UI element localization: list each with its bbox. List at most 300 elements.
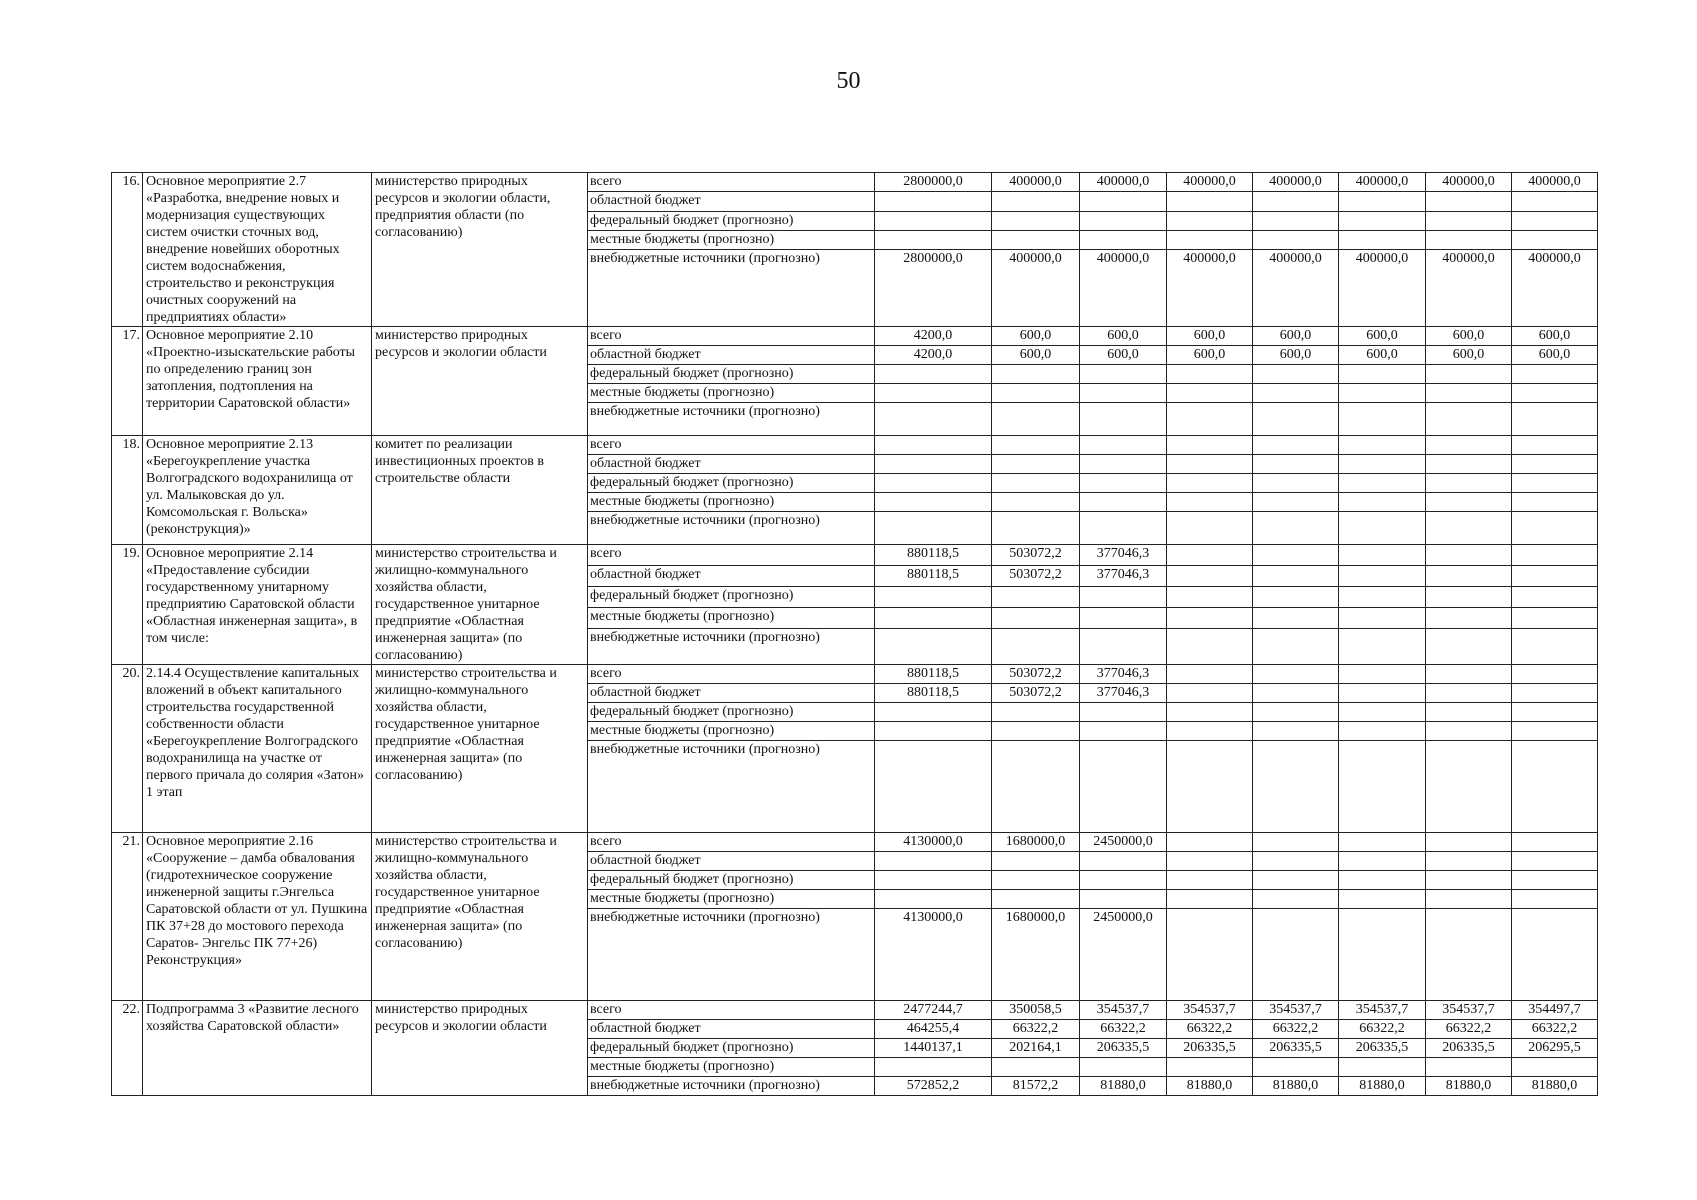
amount-cell	[1080, 403, 1167, 436]
amount-cell	[1512, 474, 1598, 493]
row-number: 19.	[112, 545, 143, 665]
amount-cell	[1426, 741, 1512, 833]
amount-cell	[1253, 909, 1339, 1001]
measure-name: Основное мероприятие 2.13 «Берегоукрепление участка Волгоградского водохранилища от ул. Малыковская до ул. Комсомольская г. Вольска» (реконструкция)»	[143, 436, 372, 545]
amount-cell	[1167, 890, 1253, 909]
funding-source: всего	[588, 173, 875, 192]
amount-cell	[1253, 628, 1339, 664]
amount-cell	[1167, 436, 1253, 455]
amount-cell	[1339, 365, 1426, 384]
amount-cell: 503072,2	[992, 684, 1080, 703]
funding-source: внебюджетные источники (прогнозно)	[588, 403, 875, 436]
amount-cell: 81880,0	[1167, 1077, 1253, 1096]
amount-cell: 2450000,0	[1080, 909, 1167, 1001]
amount-cell	[1512, 722, 1598, 741]
amount-cell	[1426, 1058, 1512, 1077]
amount-cell	[875, 722, 992, 741]
funding-source: внебюджетные источники (прогнозно)	[588, 909, 875, 1001]
amount-cell	[1167, 512, 1253, 545]
amount-cell	[1253, 403, 1339, 436]
amount-cell: 206335,5	[1167, 1039, 1253, 1058]
amount-cell	[1080, 586, 1167, 607]
amount-cell: 354497,7	[1512, 1001, 1598, 1020]
amount-cell	[1426, 192, 1512, 211]
amount-cell: 4130000,0	[875, 833, 992, 852]
amount-cell	[992, 703, 1080, 722]
amount-cell: 600,0	[992, 327, 1080, 346]
responsible-executor: министерство природных ресурсов и экологии области	[372, 1001, 588, 1096]
amount-cell	[875, 403, 992, 436]
amount-cell	[992, 871, 1080, 890]
amount-cell	[1080, 493, 1167, 512]
amount-cell: 81880,0	[1253, 1077, 1339, 1096]
amount-cell: 350058,5	[992, 1001, 1080, 1020]
funding-source: внебюджетные источники (прогнозно)	[588, 628, 875, 664]
amount-cell: 1680000,0	[992, 909, 1080, 1001]
amount-cell: 600,0	[1512, 346, 1598, 365]
funding-table	[111, 172, 1598, 1096]
amount-cell	[1167, 565, 1253, 586]
amount-cell	[1339, 455, 1426, 474]
amount-cell	[992, 455, 1080, 474]
funding-source: всего	[588, 327, 875, 346]
amount-cell	[1253, 871, 1339, 890]
measure-name: Основное мероприятие 2.14 «Предоставление субсидии государственному унитарному предприятию Саратовской области «Областная инженерная защита», в том числе:	[143, 545, 372, 665]
amount-cell: 81880,0	[1512, 1077, 1598, 1096]
responsible-executor: министерство строительства и жилищно-коммунального хозяйства области, государственное унитарное предприятие «Областная инженерная защита» (по согласованию)	[372, 833, 588, 1001]
amount-cell	[875, 628, 992, 664]
funding-source: местные бюджеты (прогнозно)	[588, 1058, 875, 1077]
amount-cell	[1426, 703, 1512, 722]
table-row	[112, 1001, 1598, 1020]
amount-cell	[875, 852, 992, 871]
funding-source: внебюджетные источники (прогнозно)	[588, 512, 875, 545]
amount-cell: 400000,0	[1426, 173, 1512, 192]
amount-cell	[1339, 909, 1426, 1001]
responsible-executor: министерство строительства и жилищно-коммунального хозяйства области, государственное унитарное предприятие «Областная инженерная защита» (по согласованию)	[372, 665, 588, 833]
amount-cell: 503072,2	[992, 665, 1080, 684]
funding-source: областной бюджет	[588, 684, 875, 703]
amount-cell	[1080, 741, 1167, 833]
amount-cell	[1167, 684, 1253, 703]
amount-cell	[1512, 871, 1598, 890]
row-number: 17.	[112, 327, 143, 436]
amount-cell	[1080, 384, 1167, 403]
amount-cell	[1426, 722, 1512, 741]
amount-cell	[875, 890, 992, 909]
amount-cell	[1080, 722, 1167, 741]
amount-cell	[1512, 909, 1598, 1001]
amount-cell: 600,0	[1339, 327, 1426, 346]
amount-cell	[1426, 852, 1512, 871]
amount-cell	[1167, 833, 1253, 852]
amount-cell	[1167, 365, 1253, 384]
amount-cell: 1680000,0	[992, 833, 1080, 852]
amount-cell: 600,0	[1426, 346, 1512, 365]
amount-cell	[1512, 230, 1598, 249]
funding-source: областной бюджет	[588, 346, 875, 365]
amount-cell	[1512, 211, 1598, 230]
amount-cell	[1253, 665, 1339, 684]
amount-cell	[1339, 665, 1426, 684]
amount-cell	[1167, 192, 1253, 211]
amount-cell: 600,0	[1253, 327, 1339, 346]
amount-cell: 66322,2	[992, 1020, 1080, 1039]
amount-cell: 377046,3	[1080, 545, 1167, 566]
amount-cell	[992, 384, 1080, 403]
amount-cell: 202164,1	[992, 1039, 1080, 1058]
amount-cell	[875, 493, 992, 512]
funding-source: местные бюджеты (прогнозно)	[588, 493, 875, 512]
amount-cell	[992, 852, 1080, 871]
amount-cell	[1512, 628, 1598, 664]
amount-cell	[1512, 565, 1598, 586]
table-row	[112, 833, 1598, 852]
amount-cell	[1339, 474, 1426, 493]
amount-cell	[1080, 1058, 1167, 1077]
amount-cell: 400000,0	[992, 250, 1080, 327]
table-row	[112, 545, 1598, 566]
amount-cell: 2477244,7	[875, 1001, 992, 1020]
amount-cell	[1426, 586, 1512, 607]
amount-cell: 66322,2	[1253, 1020, 1339, 1039]
table-body	[112, 173, 1598, 1096]
amount-cell: 600,0	[992, 346, 1080, 365]
amount-cell: 600,0	[1167, 346, 1253, 365]
amount-cell: 400000,0	[1512, 173, 1598, 192]
amount-cell	[1426, 365, 1512, 384]
amount-cell	[1339, 890, 1426, 909]
amount-cell	[1339, 493, 1426, 512]
amount-cell: 600,0	[1253, 346, 1339, 365]
amount-cell	[1426, 628, 1512, 664]
amount-cell	[992, 628, 1080, 664]
amount-cell: 880118,5	[875, 684, 992, 703]
amount-cell	[1339, 512, 1426, 545]
amount-cell	[1167, 871, 1253, 890]
amount-cell: 400000,0	[1080, 250, 1167, 327]
funding-source: федеральный бюджет (прогнозно)	[588, 1039, 875, 1058]
amount-cell	[875, 703, 992, 722]
amount-cell	[992, 890, 1080, 909]
amount-cell: 400000,0	[1339, 173, 1426, 192]
amount-cell	[992, 493, 1080, 512]
amount-cell: 600,0	[1512, 327, 1598, 346]
amount-cell: 400000,0	[1339, 250, 1426, 327]
amount-cell	[1167, 741, 1253, 833]
amount-cell	[1426, 512, 1512, 545]
amount-cell	[875, 384, 992, 403]
amount-cell	[1426, 403, 1512, 436]
amount-cell	[1426, 684, 1512, 703]
amount-cell	[875, 192, 992, 211]
amount-cell	[875, 455, 992, 474]
amount-cell	[1080, 628, 1167, 664]
amount-cell: 66322,2	[1167, 1020, 1253, 1039]
amount-cell	[1253, 741, 1339, 833]
amount-cell: 206335,5	[1080, 1039, 1167, 1058]
amount-cell	[1253, 833, 1339, 852]
amount-cell: 400000,0	[1167, 173, 1253, 192]
amount-cell: 81880,0	[1080, 1077, 1167, 1096]
amount-cell	[1080, 512, 1167, 545]
amount-cell	[875, 871, 992, 890]
amount-cell	[1253, 474, 1339, 493]
amount-cell	[1339, 741, 1426, 833]
amount-cell	[1426, 436, 1512, 455]
amount-cell	[1426, 493, 1512, 512]
amount-cell	[1512, 455, 1598, 474]
amount-cell	[1253, 703, 1339, 722]
amount-cell	[1253, 1058, 1339, 1077]
amount-cell	[1426, 384, 1512, 403]
amount-cell: 880118,5	[875, 545, 992, 566]
amount-cell: 206295,5	[1512, 1039, 1598, 1058]
funding-source: местные бюджеты (прогнозно)	[588, 384, 875, 403]
funding-source: всего	[588, 1001, 875, 1020]
amount-cell: 1440137,1	[875, 1039, 992, 1058]
amount-cell: 81880,0	[1426, 1077, 1512, 1096]
amount-cell: 400000,0	[1167, 250, 1253, 327]
amount-cell: 503072,2	[992, 565, 1080, 586]
amount-cell	[1167, 211, 1253, 230]
amount-cell	[1167, 628, 1253, 664]
amount-cell	[875, 230, 992, 249]
amount-cell	[1253, 192, 1339, 211]
amount-cell	[875, 586, 992, 607]
amount-cell	[1080, 436, 1167, 455]
amount-cell	[1167, 230, 1253, 249]
amount-cell: 81572,2	[992, 1077, 1080, 1096]
amount-cell	[1512, 512, 1598, 545]
amount-cell	[1339, 211, 1426, 230]
amount-cell	[1080, 455, 1167, 474]
amount-cell	[1080, 192, 1167, 211]
amount-cell	[1426, 909, 1512, 1001]
amount-cell	[1253, 565, 1339, 586]
amount-cell	[1512, 607, 1598, 628]
amount-cell: 377046,3	[1080, 565, 1167, 586]
amount-cell	[1512, 890, 1598, 909]
amount-cell: 66322,2	[1512, 1020, 1598, 1039]
funding-source: федеральный бюджет (прогнозно)	[588, 474, 875, 493]
amount-cell	[992, 230, 1080, 249]
funding-source: областной бюджет	[588, 455, 875, 474]
funding-source: всего	[588, 665, 875, 684]
responsible-executor: министерство строительства и жилищно-коммунального хозяйства области, государственное унитарное предприятие «Областная инженерная защита» (по согласованию)	[372, 545, 588, 665]
funding-source: федеральный бюджет (прогнозно)	[588, 586, 875, 607]
amount-cell	[1080, 703, 1167, 722]
amount-cell	[1167, 722, 1253, 741]
measure-name: Основное мероприятие 2.7 «Разработка, внедрение новых и модернизация существующих систем очистки сточных вод, внедрение новейших оборотных систем водоснабжения, строительство и реконструкция очистных сооружений на предприятиях области»	[143, 173, 372, 327]
amount-cell	[1167, 703, 1253, 722]
amount-cell	[1080, 211, 1167, 230]
amount-cell	[992, 586, 1080, 607]
amount-cell: 503072,2	[992, 545, 1080, 566]
amount-cell: 206335,5	[1426, 1039, 1512, 1058]
row-number: 22.	[112, 1001, 143, 1096]
amount-cell: 400000,0	[992, 173, 1080, 192]
amount-cell	[1167, 474, 1253, 493]
amount-cell	[1167, 909, 1253, 1001]
amount-cell	[1426, 833, 1512, 852]
amount-cell	[992, 607, 1080, 628]
amount-cell: 206335,5	[1253, 1039, 1339, 1058]
funding-source: областной бюджет	[588, 565, 875, 586]
amount-cell: 880118,5	[875, 665, 992, 684]
amount-cell	[992, 474, 1080, 493]
funding-source: внебюджетные источники (прогнозно)	[588, 250, 875, 327]
amount-cell	[1080, 890, 1167, 909]
amount-cell: 600,0	[1339, 346, 1426, 365]
amount-cell: 354537,7	[1253, 1001, 1339, 1020]
amount-cell	[1339, 565, 1426, 586]
funding-source: местные бюджеты (прогнозно)	[588, 722, 875, 741]
amount-cell	[875, 1058, 992, 1077]
amount-cell	[1426, 545, 1512, 566]
amount-cell	[992, 365, 1080, 384]
amount-cell	[1167, 403, 1253, 436]
amount-cell	[1426, 455, 1512, 474]
amount-cell	[1512, 192, 1598, 211]
amount-cell	[992, 436, 1080, 455]
amount-cell	[1080, 871, 1167, 890]
amount-cell	[1426, 871, 1512, 890]
amount-cell	[1339, 586, 1426, 607]
funding-source: всего	[588, 833, 875, 852]
amount-cell: 400000,0	[1253, 250, 1339, 327]
amount-cell	[1426, 565, 1512, 586]
page-number: 50	[836, 68, 861, 94]
amount-cell	[1512, 1058, 1598, 1077]
amount-cell	[1512, 703, 1598, 722]
responsible-executor: комитет по реализации инвестиционных проектов в строительстве области	[372, 436, 588, 545]
table-row	[112, 173, 1598, 192]
amount-cell	[1253, 365, 1339, 384]
amount-cell	[1512, 852, 1598, 871]
funding-source: областной бюджет	[588, 1020, 875, 1039]
amount-cell	[1339, 192, 1426, 211]
funding-source: всего	[588, 545, 875, 566]
amount-cell	[1339, 852, 1426, 871]
amount-cell	[992, 403, 1080, 436]
amount-cell	[1512, 493, 1598, 512]
amount-cell	[1512, 833, 1598, 852]
amount-cell	[1512, 684, 1598, 703]
amount-cell	[1426, 211, 1512, 230]
amount-cell	[1167, 607, 1253, 628]
amount-cell	[1512, 586, 1598, 607]
amount-cell	[1253, 586, 1339, 607]
funding-source: внебюджетные источники (прогнозно)	[588, 741, 875, 833]
responsible-executor: министерство природных ресурсов и экологии области, предприятия области (по согласованию)	[372, 173, 588, 327]
funding-source: местные бюджеты (прогнозно)	[588, 230, 875, 249]
amount-cell	[1080, 607, 1167, 628]
amount-cell: 600,0	[1080, 327, 1167, 346]
amount-cell	[1253, 852, 1339, 871]
row-number: 20.	[112, 665, 143, 833]
funding-source: местные бюджеты (прогнозно)	[588, 607, 875, 628]
amount-cell: 2800000,0	[875, 173, 992, 192]
amount-cell	[875, 607, 992, 628]
amount-cell: 354537,7	[1080, 1001, 1167, 1020]
amount-cell	[875, 365, 992, 384]
amount-cell: 600,0	[1426, 327, 1512, 346]
funding-source: местные бюджеты (прогнозно)	[588, 890, 875, 909]
amount-cell	[1167, 493, 1253, 512]
amount-cell: 880118,5	[875, 565, 992, 586]
amount-cell: 600,0	[1167, 327, 1253, 346]
amount-cell	[1512, 665, 1598, 684]
amount-cell	[1167, 384, 1253, 403]
amount-cell: 400000,0	[1512, 250, 1598, 327]
funding-source: федеральный бюджет (прогнозно)	[588, 365, 875, 384]
amount-cell	[875, 211, 992, 230]
amount-cell	[1339, 607, 1426, 628]
amount-cell	[1253, 607, 1339, 628]
amount-cell	[1253, 384, 1339, 403]
amount-cell: 572852,2	[875, 1077, 992, 1096]
funding-source: федеральный бюджет (прогнозно)	[588, 703, 875, 722]
amount-cell: 354537,7	[1339, 1001, 1426, 1020]
amount-cell: 4130000,0	[875, 909, 992, 1001]
amount-cell: 2800000,0	[875, 250, 992, 327]
amount-cell	[1253, 722, 1339, 741]
measure-name: Подпрограмма 3 «Развитие лесного хозяйства Саратовской области»	[143, 1001, 372, 1096]
funding-source: всего	[588, 436, 875, 455]
funding-source: федеральный бюджет (прогнозно)	[588, 211, 875, 230]
amount-cell: 377046,3	[1080, 684, 1167, 703]
amount-cell	[992, 741, 1080, 833]
funding-source: областной бюджет	[588, 852, 875, 871]
amount-cell: 464255,4	[875, 1020, 992, 1039]
amount-cell	[1167, 455, 1253, 474]
amount-cell	[875, 741, 992, 833]
amount-cell	[1253, 230, 1339, 249]
amount-cell	[992, 211, 1080, 230]
amount-cell	[1253, 211, 1339, 230]
amount-cell: 66322,2	[1080, 1020, 1167, 1039]
amount-cell: 66322,2	[1339, 1020, 1426, 1039]
amount-cell	[1339, 230, 1426, 249]
amount-cell	[1253, 436, 1339, 455]
amount-cell	[1339, 684, 1426, 703]
amount-cell	[1512, 403, 1598, 436]
amount-cell	[1167, 586, 1253, 607]
amount-cell: 66322,2	[1426, 1020, 1512, 1039]
amount-cell	[1080, 365, 1167, 384]
amount-cell	[1167, 1058, 1253, 1077]
amount-cell	[875, 436, 992, 455]
amount-cell	[1339, 628, 1426, 664]
amount-cell	[1426, 230, 1512, 249]
amount-cell: 600,0	[1080, 346, 1167, 365]
measure-name: 2.14.4 Осуществление капитальных вложений в объект капитального строительства государственной собственности области «Берегоукрепление Волгоградского водохранилища на участке от первого причала до солярия «Затон» 1 этап	[143, 665, 372, 833]
amount-cell	[1339, 833, 1426, 852]
amount-cell	[1253, 684, 1339, 703]
amount-cell: 354537,7	[1167, 1001, 1253, 1020]
amount-cell: 400000,0	[1080, 173, 1167, 192]
amount-cell	[992, 192, 1080, 211]
amount-cell	[992, 722, 1080, 741]
amount-cell	[875, 474, 992, 493]
amount-cell	[1339, 1058, 1426, 1077]
amount-cell: 4200,0	[875, 346, 992, 365]
amount-cell: 400000,0	[1426, 250, 1512, 327]
amount-cell	[1253, 493, 1339, 512]
amount-cell	[1512, 365, 1598, 384]
amount-cell	[1339, 403, 1426, 436]
